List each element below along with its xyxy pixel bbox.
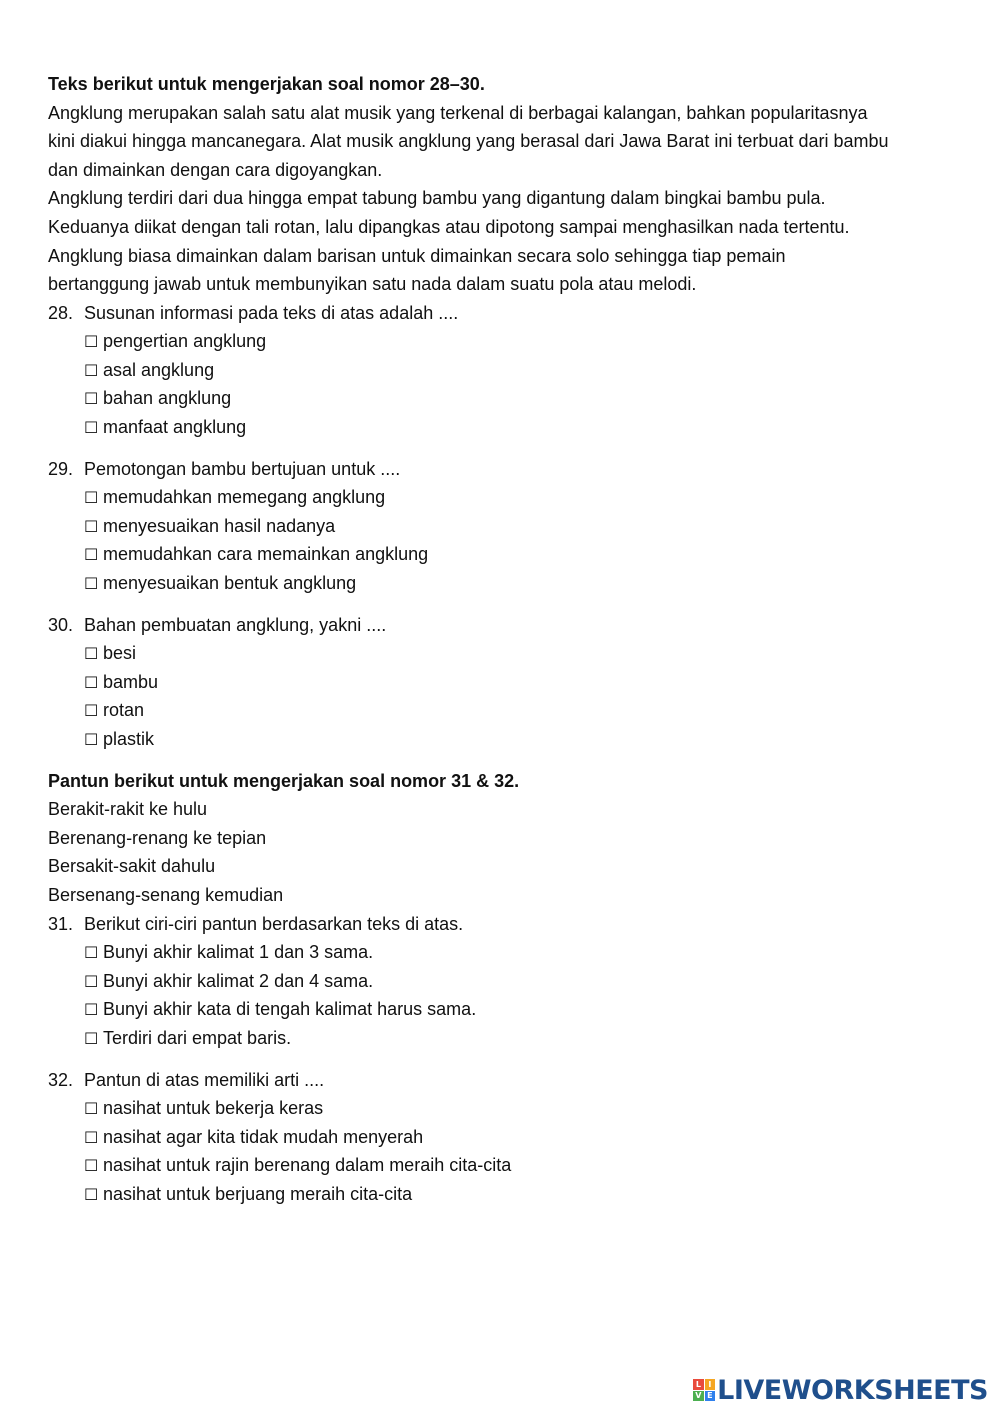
option-label: nasihat untuk bekerja keras <box>103 1097 324 1118</box>
passage-line: bertanggung jawab untuk membunyikan satu nada dalam suatu pola atau melodi. <box>48 274 697 295</box>
logo-mark-tile: V <box>693 1391 704 1402</box>
checkbox-icon[interactable]: ☐ <box>84 1156 99 1176</box>
option-label: memudahkan cara memainkan angklung <box>103 544 429 565</box>
option-label: Bunyi akhir kalimat 2 dan 4 sama. <box>103 970 374 991</box>
checkbox-icon[interactable]: ☐ <box>84 971 99 991</box>
option-label: bahan angklung <box>103 388 232 409</box>
checkbox-icon[interactable]: ☐ <box>84 1098 99 1118</box>
checkbox-icon[interactable]: ☐ <box>84 332 99 352</box>
answer-option[interactable] <box>84 483 958 512</box>
question-text: Susunan informasi pada teks di atas adalah .... <box>84 302 459 323</box>
question-number: 29. <box>48 458 74 479</box>
pantun-poem <box>48 795 958 909</box>
question-32 <box>48 1066 958 1209</box>
answer-option[interactable] <box>84 995 958 1024</box>
answer-option[interactable] <box>84 696 958 725</box>
answer-option[interactable] <box>84 938 958 967</box>
section-heading-pantun: Pantun berikut untuk mengerjakan soal nomor 31 & 32. <box>48 770 520 791</box>
reading-passage <box>48 99 958 299</box>
answer-option[interactable] <box>84 1024 958 1053</box>
question-text: Bahan pembuatan angklung, yakni .... <box>84 614 387 635</box>
passage-line: Angklung merupakan salah satu alat musik yang terkenal di berbagai kalangan, bahkan popularitasnya <box>48 102 868 123</box>
answer-option[interactable] <box>84 967 958 996</box>
question-30 <box>48 611 958 754</box>
pantun-line: Berenang-renang ke tepian <box>48 827 267 848</box>
answer-option[interactable] <box>84 725 958 754</box>
answer-option[interactable] <box>84 356 958 385</box>
pantun-line: Berakit-rakit ke hulu <box>48 799 208 820</box>
answer-option[interactable] <box>84 541 958 570</box>
option-label: rotan <box>103 700 145 721</box>
liveworksheets-logo <box>693 1372 988 1408</box>
checkbox-icon[interactable]: ☐ <box>84 545 99 565</box>
worksheet-page <box>48 70 958 1209</box>
checkbox-icon[interactable]: ☐ <box>84 1127 99 1147</box>
answer-option[interactable] <box>84 639 958 668</box>
checkbox-icon[interactable]: ☐ <box>84 644 99 664</box>
option-label: besi <box>103 643 137 664</box>
option-label: Terdiri dari empat baris. <box>103 1027 292 1048</box>
question-28 <box>48 299 958 442</box>
checkbox-icon[interactable]: ☐ <box>84 1028 99 1048</box>
passage-line: Angklung terdiri dari dua hingga empat tabung bambu yang digantung dalam bingkai bambu pula. <box>48 188 826 209</box>
section-heading-reading: Teks berikut untuk mengerjakan soal nomor 28–30. <box>48 74 485 94</box>
option-label: manfaat angklung <box>103 416 247 437</box>
question-number: 32. <box>48 1069 74 1090</box>
checkbox-icon[interactable]: ☐ <box>84 943 99 963</box>
answer-option[interactable] <box>84 1094 958 1123</box>
checkbox-icon[interactable]: ☐ <box>84 672 99 692</box>
answer-option[interactable] <box>84 512 958 541</box>
answer-option[interactable] <box>84 413 958 442</box>
checkbox-icon[interactable]: ☐ <box>84 573 99 593</box>
option-label: Bunyi akhir kata di tengah kalimat harus sama. <box>103 999 477 1020</box>
checkbox-icon[interactable]: ☐ <box>84 488 99 508</box>
logo-mark-tile: L <box>693 1379 704 1390</box>
checkbox-icon[interactable]: ☐ <box>84 1000 99 1020</box>
logo-mark-tile: E <box>705 1391 716 1402</box>
answer-option[interactable] <box>84 1123 958 1152</box>
option-label: nasihat untuk rajin berenang dalam meraih cita-cita <box>103 1155 512 1176</box>
answer-option[interactable] <box>84 327 958 356</box>
answer-option[interactable] <box>84 385 958 414</box>
answer-option[interactable] <box>84 1151 958 1180</box>
answer-option[interactable] <box>84 1180 958 1209</box>
option-label: menyesuaikan hasil nadanya <box>103 515 336 536</box>
checkbox-icon[interactable]: ☐ <box>84 516 99 536</box>
passage-line: Keduanya diikat dengan tali rotan, lalu dipangkas atau dipotong sampai menghasilkan nada tertentu. <box>48 216 850 237</box>
answer-option[interactable] <box>84 668 958 697</box>
option-label: menyesuaikan bentuk angklung <box>103 572 357 593</box>
passage-line: dan dimainkan dengan cara digoyangkan. <box>48 159 383 180</box>
option-label: bambu <box>103 671 159 692</box>
checkbox-icon[interactable]: ☐ <box>84 360 99 380</box>
option-label: Bunyi akhir kalimat 1 dan 3 sama. <box>103 942 374 963</box>
question-number: 31. <box>48 913 74 934</box>
option-label: asal angklung <box>103 359 215 380</box>
checkbox-icon[interactable]: ☐ <box>84 417 99 437</box>
pantun-line: Bersenang-senang kemudian <box>48 885 284 906</box>
question-text: Berikut ciri-ciri pantun berdasarkan teks di atas. <box>84 913 464 934</box>
option-label: nasihat agar kita tidak mudah menyerah <box>103 1126 424 1147</box>
question-number: 28. <box>48 302 74 323</box>
question-number: 30. <box>48 614 74 635</box>
answer-option[interactable] <box>84 569 958 598</box>
question-29 <box>48 455 958 598</box>
option-label: plastik <box>103 728 155 749</box>
passage-line: kini diakui hingga mancanegara. Alat musik angklung yang berasal dari Jawa Barat ini terbuat dari bambu <box>48 131 889 152</box>
option-label: pengertian angklung <box>103 331 267 352</box>
checkbox-icon[interactable]: ☐ <box>84 389 99 409</box>
question-text: Pantun di atas memiliki arti .... <box>84 1069 325 1090</box>
pantun-line: Bersakit-sakit dahulu <box>48 856 216 877</box>
checkbox-icon[interactable]: ☐ <box>84 701 99 721</box>
logo-text: LIVEWORKSHEETS <box>717 1374 988 1406</box>
logo-mark-tile: I <box>705 1379 716 1390</box>
option-label: nasihat untuk berjuang meraih cita-cita <box>103 1183 413 1204</box>
passage-line: Angklung biasa dimainkan dalam barisan untuk dimainkan secara solo sehingga tiap pemain <box>48 245 786 266</box>
checkbox-icon[interactable]: ☐ <box>84 729 99 749</box>
option-label: memudahkan memegang angklung <box>103 487 386 508</box>
question-text: Pemotongan bambu bertujuan untuk .... <box>84 458 401 479</box>
liveworksheets-mark-icon <box>693 1379 715 1401</box>
question-31 <box>48 910 958 1053</box>
checkbox-icon[interactable]: ☐ <box>84 1184 99 1204</box>
